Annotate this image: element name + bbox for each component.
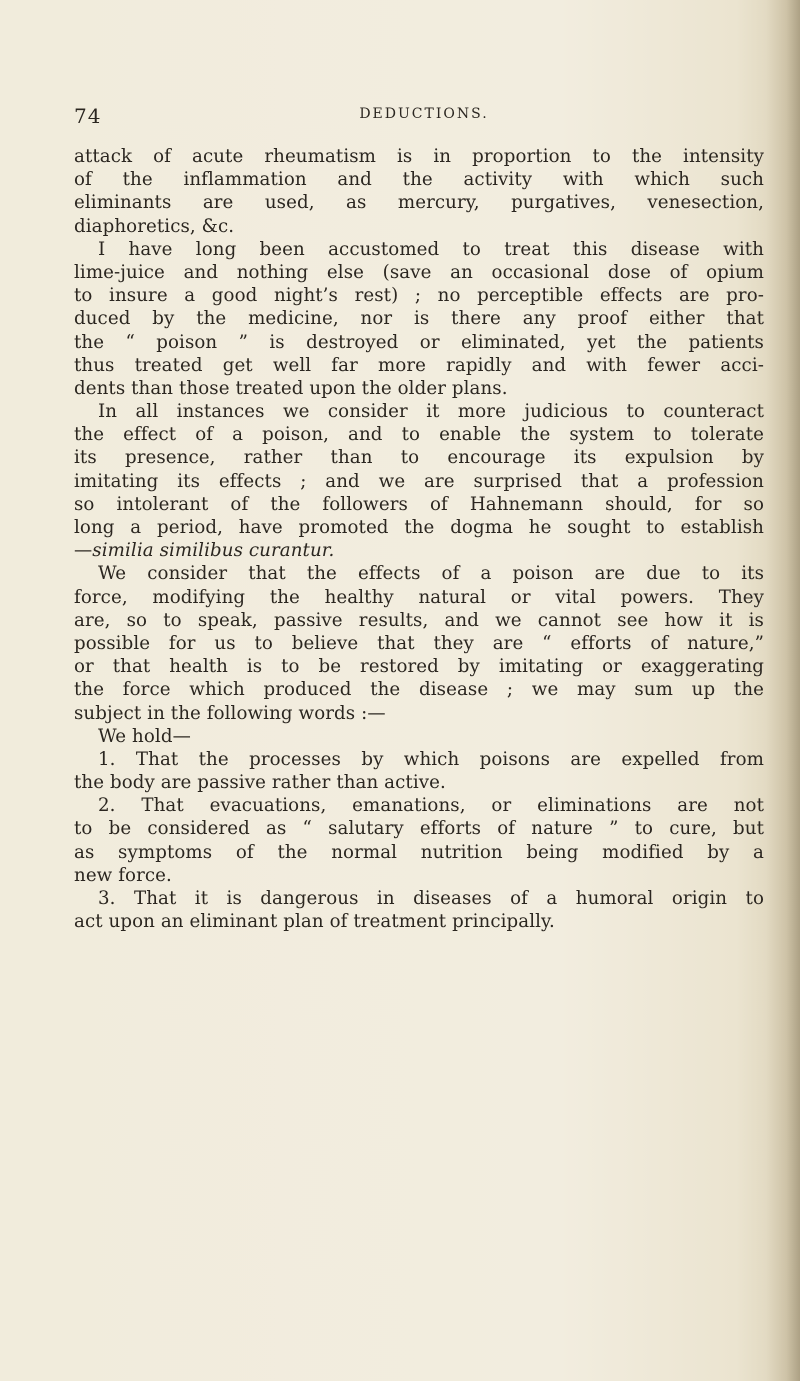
text-line: act upon an eliminant plan of treatment principally. bbox=[74, 911, 555, 933]
text-line: its presence, rather than to encourage its expulsion by bbox=[74, 447, 764, 469]
text-line: lime-juice and nothing else (save an occasional dose of opium bbox=[74, 261, 764, 283]
text-line: imitating its effects ; and we are surprised that a profession bbox=[74, 470, 764, 492]
text-line: possible for us to believe that they are “ efforts of nature,” bbox=[74, 632, 764, 654]
text-line: or that health is to be restored by imitating or exaggerating bbox=[74, 656, 764, 678]
numbered-item-line: 3. That it is dangerous in diseases of a humoral origin to bbox=[98, 888, 764, 909]
text-line: as symptoms of the normal nutrition being modified by a bbox=[74, 841, 764, 863]
text-line: long a period, have promoted the dogma he sought to establish bbox=[74, 517, 764, 538]
em-dash: — bbox=[74, 540, 93, 562]
page-edge-shadow bbox=[766, 0, 800, 1381]
numbered-item-line: 2. That evacuations, emanations, or eliminations are not bbox=[98, 795, 764, 817]
latin-maxim-line bbox=[74, 539, 764, 562]
running-head: DEDUCTIONS. bbox=[359, 106, 489, 122]
numbered-item-line: 1. That the processes by which poisons are expelled from bbox=[98, 748, 764, 770]
latin-maxim: similia similibus curantur. bbox=[92, 540, 335, 562]
text-line: duced by the medicine, nor is there any proof either that bbox=[74, 308, 764, 330]
text-line: the force which produced the disease ; we may sum up the bbox=[74, 679, 764, 701]
text-line: force, modifying the healthy natural or vital powers. They bbox=[74, 586, 764, 608]
text-line: so intolerant of the followers of Hahnemann should, for so bbox=[74, 493, 764, 515]
text-line: subject in the following words :— bbox=[74, 702, 386, 724]
text-line: new force. bbox=[74, 864, 172, 886]
paragraph-start-line: We hold— bbox=[98, 725, 191, 747]
text-line: the body are passive rather than active. bbox=[74, 772, 446, 794]
page-number: 74 bbox=[74, 104, 102, 128]
text-line: diaphoretics, &c. bbox=[74, 215, 235, 237]
text-line: the effect of a poison, and to enable the system to tolerate bbox=[74, 424, 764, 446]
page-header bbox=[74, 104, 774, 134]
text-line: thus treated get well far more rapidly and with fewer acci- bbox=[74, 354, 764, 376]
text-line: to be considered as “ salutary efforts of nature ” to cure, but bbox=[74, 818, 764, 840]
text-line: to insure a good night’s rest) ; no perceptible effects are pro- bbox=[74, 285, 764, 307]
paragraph-start-line: We consider that the effects of a poison are due to its bbox=[98, 563, 764, 585]
text-line: the “ poison ” is destroyed or eliminated, yet the patients bbox=[74, 331, 764, 353]
paragraph-start-line: In all instances we consider it more judicious to counteract bbox=[98, 401, 764, 423]
paragraph-start-line: I have long been accustomed to treat this disease with bbox=[98, 238, 764, 260]
text-line: are, so to speak, passive results, and we cannot see how it is bbox=[74, 609, 764, 631]
body-text bbox=[74, 145, 764, 933]
text-line: eliminants are used, as mercury, purgatives, venesection, bbox=[74, 192, 764, 214]
text-line: dents than those treated upon the older plans. bbox=[74, 377, 508, 399]
text-line: of the inflammation and the activity with which such bbox=[74, 169, 764, 191]
text-line: attack of acute rheumatism is in proportion to the intensity bbox=[74, 146, 764, 167]
